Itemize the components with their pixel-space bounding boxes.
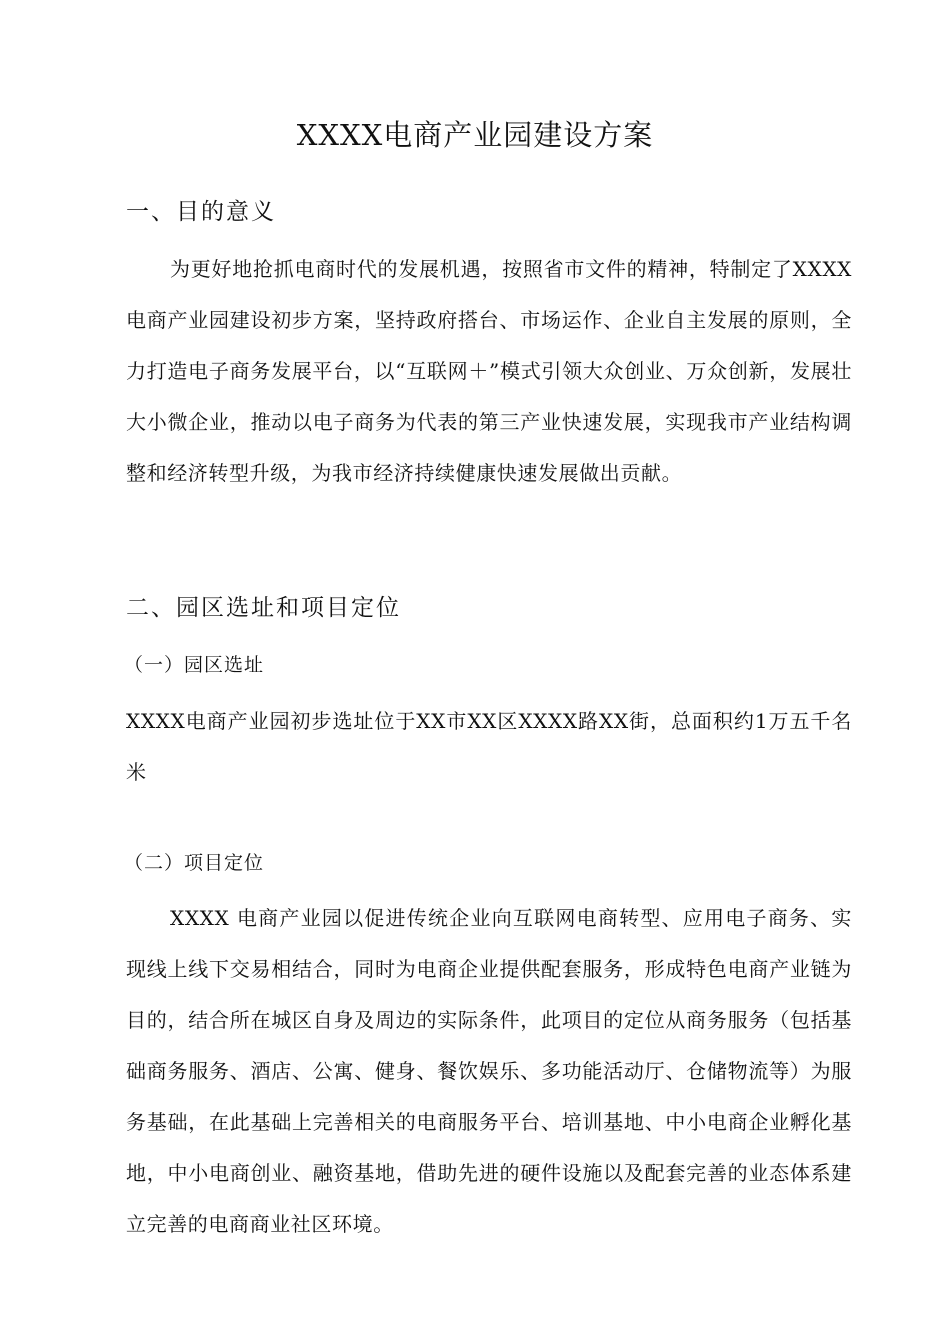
subsection-site-paragraph: XXXX电商产业园初步选址位于XX市XX区XXXX路XX街，总面积约1万五千名米 <box>126 709 852 784</box>
section-1-heading: 一、目的意义 <box>126 199 276 225</box>
subsection-positioning-paragraph: XXXX 电商产业园以促进传统企业向互联网电商转型、应用电子商务、实现线上线下交易相结合，同时为电商企业提供配套服务，形成特色电商产业链为目的，结合所在城区自身及周边的实际条件，此项目的定位从商务服务（包括基础商务服务、酒店、公寓、健身、餐饮娱乐、多功能活动厅、仓储物流等）为服务基础，在此基础上完善相关的电商服务平台、培训基地、中小电商企业孵化基地，中小电商创业、融资基地，借助先进的硬件设施以及配套完善的业态体系建立完善的电商商业社区环境。 <box>126 906 852 1236</box>
document-title: XXXX电商产业园建设方案 <box>296 118 654 152</box>
section-2-heading: 二、园区选址和项目定位 <box>126 595 401 621</box>
section-1-paragraph: 为更好地抢抓电商时代的发展机遇，按照省市文件的精神，特制定了XXXX 电商产业园建设初步方案，坚持政府搭台、市场运作、企业自主发展的原则，全力打造电子商务发展平台，以“互联网＋”模式引领大众创业、万众创新，发展壮大小微企业，推动以电子商务为代表的第三产业快速发展，实现我市产业结构调整和经济转型升级，为我市经济持续健康快速发展做出贡献。 <box>126 257 852 485</box>
subsection-positioning-heading: （二）项目定位 <box>124 852 265 874</box>
subsection-site-heading: （一）园区选址 <box>124 654 265 676</box>
